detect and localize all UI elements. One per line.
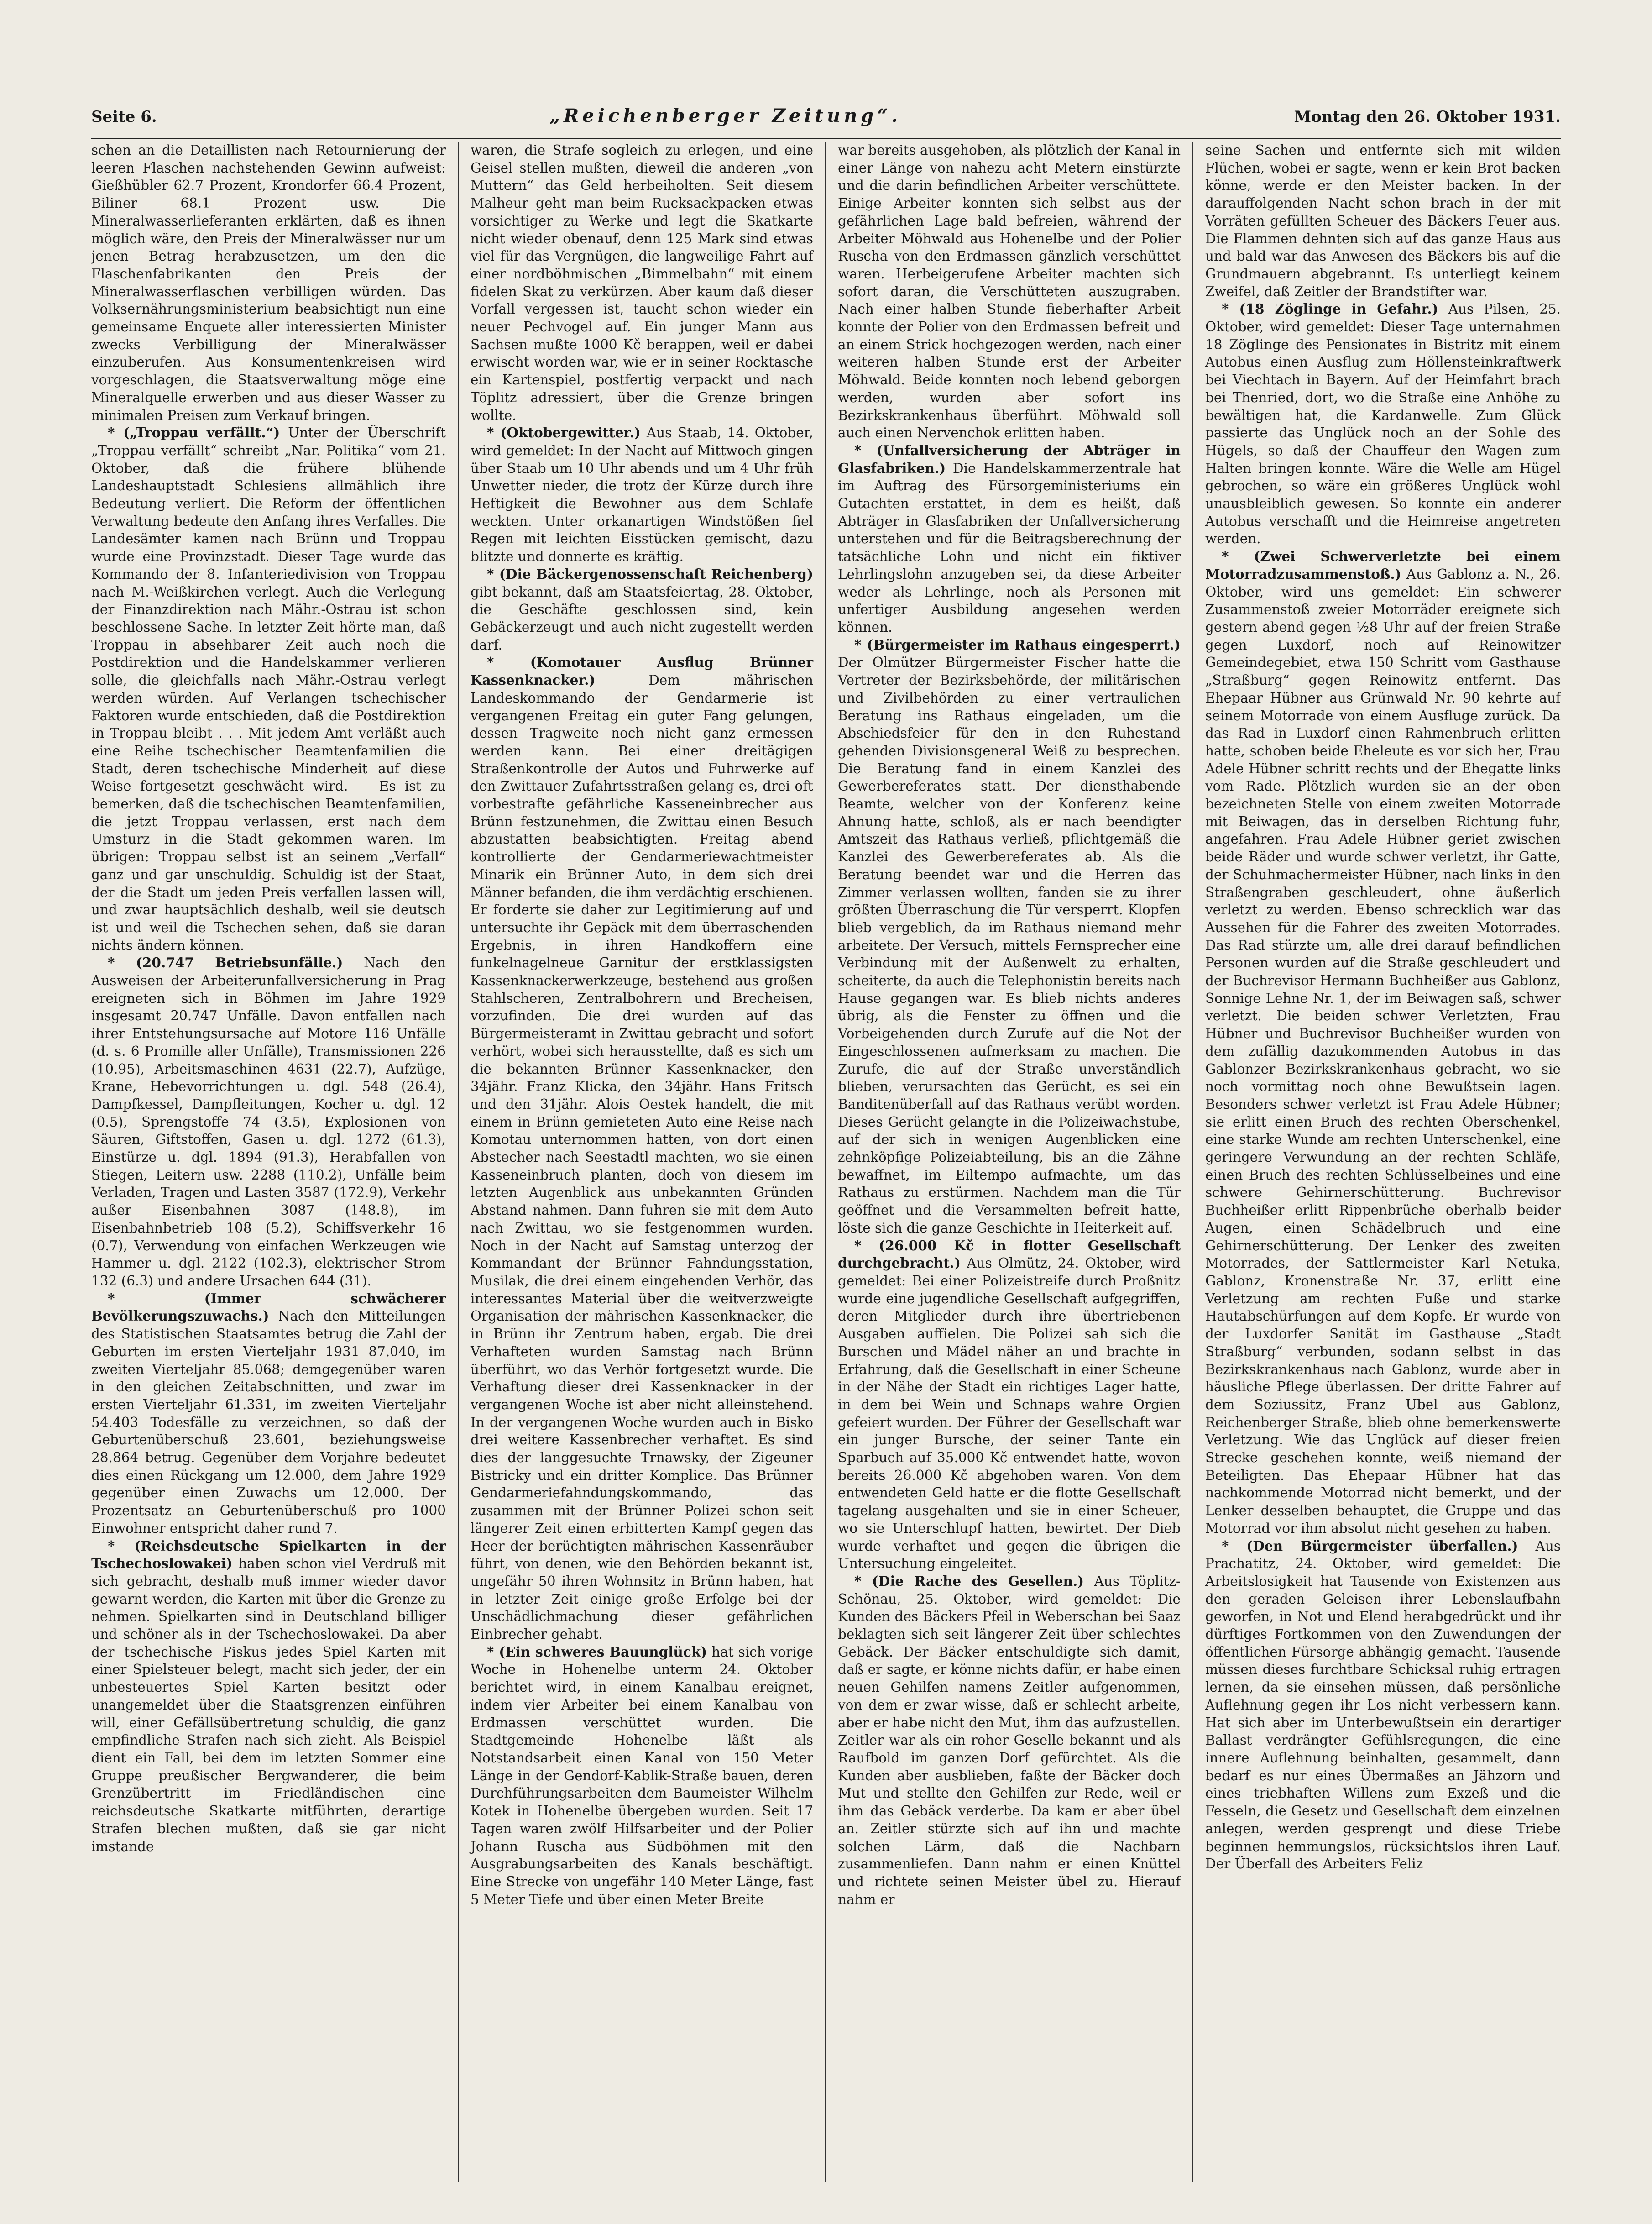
article-paragraph: [91, 142, 446, 424]
column-3: [826, 142, 1193, 2182]
article-paragraph: [838, 636, 1181, 1237]
article-heading: * (18 Zöglinge in Gefahr.): [1222, 301, 1438, 317]
article-text: Aus Prachatitz, 24. Oktober, wird gemeldet: Die Arbeitslosigkeit hat Tausende von Existenzen aus den geraden Geleisen ihrer Lebenslaufbahn geworfen, in Not und Elend herabgedrückt und ihr dürftiges Fortkommen von den Zuwendungen der öffentlichen Fürsorge abhängig gemacht. Tausende müssen dieses furchtbare Schicksal ruhig ertragen lernen, da sie einsehen müssen, daß persönliche Auflehnung gegen ihr Los nicht verbessern kann. Hat sich aber im Unterbewußtsein ein derartiger Ballast verdrängter Gefühlsregungen, die eine innere Auflehnung beinhalten, gesammelt, dann bedarf es nur eines Übermaßes an Jähzorn und eines triebhaften Willens zum Exzeß und die Fesseln, die Gesetz und Gesellschaft dem einzelnen anlegen, werden gesprengt und diese Triebe beginnen hemmungslos, rücksichtslos ihren Lauf. Der Überfall des Arbeiters Feliz: [1205, 1538, 1561, 1872]
article-paragraph: [1205, 1537, 1561, 1873]
article-paragraph: [471, 654, 813, 1643]
article-text: war bereits ausgehoben, als plötzlich der Kanal in einer Länge von nahezu acht Metern einstürzte und die darin befindlichen Arbeiter verschüttete. Einige Arbeiter konnten sich selbst aus der gefährlichen Lage bald befreien, während der Arbeiter Möhwald aus Hohenelbe und der Polier Ruscha von den Erdmassen gänzlich verschüttet waren. Herbeigerufene Arbeiter machten sich sofort daran, die Verschütteten auszugraben. Nach einer halben Stunde fieberhafter Arbeit konnte der Polier von den Erdmassen befreit und an einem Strick hochgezogen werden, nach einer weiteren halben Stunde erst der Arbeiter Möhwald. Beide konnten noch lebend geborgen werden, wurden aber sofort ins Bezirkskrankenhaus überführt. Möhwald soll auch einen Nervenchok erlitten haben.: [838, 142, 1181, 441]
article-heading: * (Reichsdeutsche Spielkarten in der Tschechoslowakei): [91, 1537, 446, 1572]
article-text: Unter der Überschrift „Troppau verfällt“ schreibt „Nar. Politika“ vom 21. Oktober, daß die frühere blühende Landeshauptstadt Schlesiens allmählich ihre Bedeutung verliert. Die Reform der öffentlichen Verwaltung bedeute den Anfang ihres Verfalles. Die Landesämter kamen nach Brünn und Troppau wurde eine Provinzstadt. Dieser Tage wurde das Kommando der 8. Infanteriedivision von Troppau nach M.-Weißkirchen verlegt. Auch die Verlegung der Finanzdirektion nach Mähr.-Ostrau ist schon beschlossene Sache. In letzter Zeit hörte man, daß Troppau in absehbarer Zeit auch noch die Postdirektion und die Handelskammer verlieren solle, die gleichfalls nach Mähr.-Ostrau verlegt werden würden. Auf Verlangen tschechischer Faktoren wurde entschieden, daß die Postdirektion in Troppau bleibt . . . Mit jedem Amt verläßt auch eine Reihe tschechischer Beamtenfamilien die Stadt, deren tschechische Minderheit auf diese Weise fortgesetzt geschwächt wird. — Es ist zu bemerken, daß die tschechischen Beamtenfamilien, die jetzt Troppau verlassen, erst nach dem Umsturz in die Stadt gekommen waren. Im übrigen: Troppau selbst ist an seinem „Verfall“ ganz und gar unschuldig. Schuldig ist der Staat, der die Stadt um jeden Preis verfallen lassen will, und zwar hauptsächlich deshalb, weil sie deutsch ist und weil die Tschechen sehen, daß sie daran nichts ändern können.: [91, 425, 446, 953]
article-paragraph: [471, 566, 813, 654]
article-heading: * (Ein schweres Bauunglück): [487, 1643, 707, 1660]
article-heading: * (Unfallversicherung der Abträger in Glasfabriken.): [838, 442, 1181, 476]
column-1: [91, 142, 459, 2182]
article-text: Aus Töplitz-Schönau, 25. Oktober, wird gemeldet: Die Kunden des Bäckers Pfeil in Weberschan bei Saaz beklagten sich seit längerer Zeit über schlechtes Gebäck. Der Bäcker entschuldigte sich damit, daß er sagte, er könne nichts dafür, er habe einen neuen Gehilfen namens Zeitler aufgenommen, von dem er zwar wisse, daß er schlecht arbeite, aber er habe nicht den Mut, ihm das aufzustellen. Zeitler war als ein roher Geselle bekannt und als Raufbold im ganzen Dorf gefürchtet. Als die Kunden aber ausblieben, faßte der Bäcker doch Mut und stellte den Gehilfen zur Rede, weil er ihm das Gebäck verderbe. Da kam er aber übel an. Zeitler stürzte sich auf ihn und machte solchen Lärm, daß die Nachbarn zusammenliefen. Dann nahm er einen Knüttel und richtete seinen Meister übel zu. Hierauf nahm er: [838, 1573, 1181, 1907]
article-text: Aus Staab, 14. Oktober, wird gemeldet: In der Nacht auf Mittwoch gingen über Staab um 10 Uhr abends und um 4 Uhr früh Unwetter nieder, die trotz der Kürze durch ihre Heftigkeit die Bewohner aus dem Schlafe weckten. Unter orkanartigen Windstößen fiel Regen mit leichten Eisstücken gemischt, dazu blitzte und donnerte es kräftig.: [471, 425, 813, 565]
article-paragraph: [91, 424, 446, 954]
article-text: gibt bekannt, daß am Staatsfeiertag, 28. Oktober, die Geschäfte geschlossen sind, kein Gebäckerzeugt und auch nicht zugestellt werden darf.: [471, 584, 813, 653]
article-paragraph: [91, 954, 446, 1290]
article-text: Aus Pilsen, 25. Oktober, wird gemeldet: Dieser Tage unternahmen 18 Zöglinge des Pensionates in Bistritz mit einem Autobus einen Ausflug zum Höllensteinkraftwerk bei Viechtach in Bayern. Auf der Heimfahrt brach bei Thenried, dort, wo die Straße eine Anhöhe zu bewältigen hat, die Kardanwelle. Zum Glück passierte das Unglück noch an der Sohle des Hügels, so daß der Chauffeur den Wagen zum Halten bringen konnte. Wäre die Welle am Hügel gebrochen, so wäre ein größeres Unglück wohl unausbleiblich gewesen. So konnte ein anderer Autobus verschafft und die Heimreise angetreten werden.: [1205, 301, 1561, 547]
article-heading: * (Bürgermeister im Rathaus eingesperrt.): [854, 636, 1181, 653]
article-heading: * (Zwei Schwerverletzte bei einem Motorradzusammenstoß.): [1205, 548, 1561, 582]
page-number: Seite 6.: [91, 108, 157, 126]
newspaper-page: [91, 105, 1561, 2187]
article-paragraph: [838, 442, 1181, 636]
issue-date: Montag den 26. Oktober 1931.: [1294, 108, 1561, 126]
article-text: haben schon viel Verdruß mit sich gebracht, deshalb muß immer wieder davor gewarnt werden, die Karten mit über die Grenze zu nehmen. Spielkarten sind in Deutschland billiger und schöner als in der Tschechoslowakei. Da aber der tschechische Fiskus jedes Spiel Karten mit einer Spielsteuer belegt, macht sich jeder, der ein unbesteuertes Spiel Karten besitzt oder unangemeldet über die Staatsgrenzen einführen will, einer Gefällsübertretung schuldig, die ganz empfindliche Strafen nach sich zieht. Als Beispiel dient ein Fall, bei dem im letzten Sommer eine Gruppe preußischer Bergwanderer, die beim Grenzübertritt im Friedländischen eine reichsdeutsche Skatkarte mitführten, derartige Strafen blechen mußten, daß sie gar nicht imstande: [91, 1556, 446, 1854]
article-text: Die Handelskammerzentrale hat im Auftrag des Fürsorgeministeriums ein Gutachten erstattet, in dem es heißt, daß Abträger in Glasfabriken der Unfallversicherung unterstehen und für die Beitragsberechnung der tatsächliche Lohn und nicht ein fiktiver Lehrlingslohn anzugeben sei, da diese Arbeiter weder als Lehrlinge, noch als Personen mit unfertiger Ausbildung angesehen werden können.: [838, 460, 1181, 635]
article-text: hat sich vorige Woche in Hohenelbe unterm 24. Oktober berichtet wird, in einem Kanalbau ereignet, indem vier Arbeiter bei einem Kanalbau von Erdmassen verschüttet wurden. Die Stadtgemeinde Hohenelbe läßt als Notstandsarbeit einen Kanal von 150 Meter Länge in der Gendorf-Kablik-Straße bauen, deren Durchführungsarbeiten dem Baumeister Wilhelm Kotek in Hohenelbe übergeben wurden. Seit 17 Tagen waren zwölf Hilfsarbeiter und der Polier Johann Ruscha aus Südböhmen mit den Ausgrabungsarbeiten des Kanals beschäftigt. Eine Strecke von ungefähr 140 Meter Länge, fast 5 Meter Tiefe und über einen Meter Breite: [471, 1644, 813, 1907]
article-heading: * (26.000 Kč in flotter Gesellschaft durchgebracht.): [838, 1237, 1181, 1271]
article-text: waren, die Strafe sogleich zu erlegen, und eine Geisel stellen mußten, dieweil die anderen „von Muttern“ das Geld herbeiholten. Seit diesem Malheur geht man beim Rucksackpacken etwas vorsichtiger zu Werke und legt die Skatkarte nicht wieder obenauf, denn 125 Mark sind etwas viel für das Vergnügen, die langweilige Fahrt auf einer nordböhmischen „Bimmelbahn“ mit einem fidelen Skat zu verkürzen. Aber kaum daß dieser Vorfall vergessen ist, taucht schon wieder ein neuer Pechvogel auf. Ein junger Mann aus Sachsen mußte 1000 Kč berappen, weil er dabei erwischt worden war, wie er in seiner Rocktasche ein Kartenspiel, postfertig verpackt und nach Töplitz adressiert, über die Grenze bringen wollte.: [471, 142, 813, 423]
article-text: Aus Gablonz a. N., 26. Oktober, wird uns gemeldet: Ein schwerer Zusammenstoß zweier Motorräder ereignete sich gestern abend gegen ½8 Uhr auf der freien Straße gegen Luxdorf, noch auf Reinowitzer Gemeindegebiet, etwa 150 Schritt vom Gasthause „Straßburg“ gegen Reinowitz entfernt. Das Ehepaar Hübner aus Grünwald Nr. 90 kehrte auf seinem Motorrade von einem Ausfluge zurück. Da das Rad in Luxdorf einen Rahmenbruch erlitten hatte, schoben beide Eheleute es vor sich her, Frau Adele Hübner schritt rechts und der Ehegatte links vom Rade. Plötzlich wurden sie an der oben bezeichneten Stelle von einem zweiten Motorrade mit Beiwagen, das in derselben Richtung fuhr, angefahren. Frau Adele Hübner geriet zwischen beide Räder und wurde schwer verletzt, ihr Gatte, der Schuhmachermeister Hübner, nach links in den Straßengraben geschleudert, ohne äußerlich verletzt zu werden. Ebenso schrecklich war das Aussehen für die Fahrer des zweiten Motorrades. Das Rad stürzte um, alle drei darauf befindlichen Personen wurden auf die Straße geschleudert und der Buchrevisor Hermann Buchheißer aus Gablonz, Sonnige Lehne Nr. 1, der im Beiwagen saß, schwer verletzt. Die beiden schwer Verletzten, Frau Hübner und Buchrevisor Buchheißer wurden von dem zufällig dazukommenden Autobus in das Gablonzer Bezirkskrankenhaus gebracht, wo sie noch vormittag noch ohne Bewußtsein lagen. Besonders schwer verletzt ist Frau Adele Hübner; sie erlitt einen Bruch des rechten Oberschenkel, eine starke Wunde am rechten Unterschenkel, eine geringere Verwundung an der rechten Schläfe, einen Bruch des rechten Schlüsselbeines und eine schwere Gehirnerschütterung. Buchrevisor Buchheißer erlitt Rippenbrüche oberhalb beider Augen, einen Schädelbruch und eine Gehirnerschütterung. Der Lenker des zweiten Motorrades, der Sattlermeister Karl Netuka, Gablonz, Kronenstraße Nr. 37, erlitt eine Verletzung am rechten Fuße und starke Hautabschürfungen auf dem Kopfe. Er wurde von der Luxdorfer Sanität im Gasthause „Stadt Straßburg“ verbunden, sodann selbst in das Bezirkskrankenhaus nach Gablonz, wurde aber in häusliche Pflege überlassen. Der dritte Fahrer auf dem Soziussitz, Franz Ubel aus Gablonz, Reichenberger Straße, blieb ohne bemerkenswerte Verletzung. Wie das Unglück auf dieser freien Strecke geschehen konnte, weiß niemand der Beteiligten. Das Ehepaar Hübner hat das nachkommende Motorrad nicht bemerkt, und der Lenker desselben behauptet, die Gruppe und das Motorrad vor ihm absolut nicht gesehen zu haben.: [1205, 566, 1561, 1536]
article-columns: [91, 142, 1561, 2182]
article-heading: * (20.747 Betriebsunfälle.): [108, 955, 343, 971]
article-paragraph: [471, 424, 813, 566]
article-heading: * (Den Bürgermeister überfallen.): [1222, 1537, 1518, 1554]
article-paragraph: [91, 1290, 446, 1537]
article-heading: * („Troppau verfällt.“): [108, 425, 280, 441]
article-paragraph: [471, 1643, 813, 1909]
article-paragraph: [1205, 142, 1561, 300]
article-heading: * (Die Rache des Gesellen.): [854, 1573, 1084, 1589]
article-paragraph: [838, 1573, 1181, 1908]
article-text: Nach den Mitteilungen des Statistischen Staatsamtes betrug die Zahl der Geburten im ersten Vierteljahr 1931 87.040, im zweiten Vierteljahr 85.068; demgegenüber waren in den gleichen Zeitabschnitten, und zwar im ersten Vierteljahr 61.331, im zweiten Vierteljahr 54.403 Todesfälle zu verzeichnen, so daß der Geburtenüberschuß 23.601, beziehungsweise 28.864 betrug. Gegenüber dem Vorjahre bedeutet dies einen Rückgang um 12.000, dem Jahre 1929 gegenüber einen Zuwachs um 12.000. Der Prozentsatz an Geburtenüberschuß pro 1000 Einwohner entspricht daher rund 7.: [91, 1308, 446, 1536]
article-text: Aus Olmütz, 24. Oktober, wird gemeldet: Bei einer Polizeistreife durch Proßnitz wurde eine jugendliche Gesellschaft aufgegriffen, deren Mitglieder durch ihre übertriebenen Ausgaben auffielen. Die Polizei sah sich die Burschen und Mädel näher an und brachte in Erfahrung, daß die Gesellschaft in einer Scheune in der Nähe der Stadt ein richtiges Lager hatte, in dem bei Wein und Schnaps wahre Orgien gefeiert wurden. Der Führer der Gesellschaft war ein junger Bursche, der seiner Tante ein Sparbuch auf 35.000 Kč entwendet hatte, wovon bereits 26.000 Kč abgehoben waren. Von dem entwendeten Geld hatte er die flotte Gesellschaft tagelang ausgehalten und sie in einer Scheuer, wo sie Unterschlupf hatten, bewirtet. Der Dieb wurde verhaftet und gegen die übrigen die Untersuchung eingeleitet.: [838, 1255, 1181, 1572]
article-heading: * (Immer schwächerer Bevölkerungszuwachs.): [91, 1290, 446, 1324]
article-text: Der Olmützer Bürgermeister Fischer hatte die Vertreter der Bezirksbehörde, der militärischen und Zivilbehörden zu einer vertraulichen Beratung ins Rathaus eingeladen, um die Abschiedsfeier für den in den Ruhestand gehenden Divisionsgeneral Weiß zu besprechen. Die Beratung fand in einem Kanzlei des Gewerbereferates statt. Der diensthabende Beamte, welcher von der Konferenz keine Ahnung hatte, schloß, als er nach beendigter Amtszeit das Rathaus verließ, pflichtgemäß die Kanzlei des Gewerbereferates ab. Als die Beratung beendet war und die Herren das Zimmer verlassen wollten, fanden sie zu ihrer größten Überraschung die Tür versperrt. Klopfen blieb vergeblich, da im Rathaus niemand mehr arbeitete. Der Versuch, mittels Fernsprecher eine Verbindung mit der Außenwelt zu erhalten, scheiterte, da auch die Telephonistin bereits nach Hause gegangen war. Es blieb nichts anderes übrig, als die Fenster zu öffnen und die Vorbeigehenden durch Zurufe auf die Not der Eingeschlossenen aufmerksam zu machen. Die Zurufe, die auf der Straße unverständlich blieben, verursachten das Gerücht, es sei ein Banditenüberfall auf das Rathaus verübt worden. Dieses Gerücht gelangte in die Polizeiwachstube, auf der sich in wenigen Augenblicken eine zehnköpfige Polizeiabteilung, bis an die Zähne bewaffnet, im Eiltempo aufmachte, um das Rathaus zu erstürmen. Nachdem man die Tür geöffnet und die Versammelten befreit hatte, löste sich die ganze Geschichte in Heiterkeit auf.: [838, 655, 1181, 1236]
column-4: [1193, 142, 1561, 2182]
article-paragraph: [471, 142, 813, 424]
column-2: [459, 142, 826, 2182]
article-paragraph: [1205, 548, 1561, 1537]
article-text: Dem mährischen Landeskommando der Gendarmerie ist vergangenen Freitag ein guter Fang gelungen, dessen Tragweite noch nicht ganz ermessen werden kann. Bei einer dreitägigen Straßenkontrolle der Autos und Fuhrwerke auf den Zwittauer Zufahrtsstraßen gelang es, drei oft vorbestrafte gefährliche Kasseneinbrecher aus Brünn festzunehmen, die Zwittau einen Besuch abzustatten beabsichtigten. Freitag abend kontrollierte der Gendarmeriewachtmeister Minarik ein Brünner Auto, in dem sich drei Männer befanden, die ihm verdächtig erschienen. Er forderte sie daher zur Legitimierung auf und untersuchte ihr Gepäck mit dem überraschenden Ergebnis, in ihren Handkoffern eine funkelnagelneue Garnitur der erstklassigsten Kassenknackerwerkzeuge, bestehend aus großen Stahlscheren, Zentralbohrern und Brecheisen, vorzufinden. Die drei wurden auf das Bürgermeisteramt in Zwittau gebracht und sofort verhört, wobei sich herausstellte, daß es sich um die bekannten Brünner Kassenknacker, den 34jähr. Franz Klicka, den 34jähr. Hans Fritsch und den 31jähr. Alois Oestek handelt, die mit einem in Brünn gemieteten Auto eine Reise nach Komotau unternommen hatten, von dort einen Abstecher nach Seestadtl machten, wo sie einen Kasseneinbruch planten, doch von diesem im letzten Augenblick aus unbekannten Gründen Abstand nahmen. Dann fuhren sie mit dem Auto nach Zwittau, wo sie festgenommen wurden. Noch in der Nacht auf Samstag unterzog der Kommandant der Brünner Fahndungsstation, Musilak, die drei einem eingehenden Verhör, das interessantes Material über die weitverzweigte Organisation der mährischen Kassenknacker, die in Brünn ihr Zentrum haben, ergab. Die drei Verhafteten wurden Samstag nach Brünn überführt, wo das Verhör fortgesetzt wurde. Die Verhaftung dieser drei Kassenknacker in der vergangenen Woche ist aber nicht alleinstehend. In der vergangenen Woche wurden auch in Bisko drei weitere Kassenbrecher verhaftet. Es sind dies der langgesuchte Trnawsky, der Zigeuner Bistricky und ein dritter Komplice. Das Brünner Gendarmeriefahndungskommando, das zusammen mit der Brünner Polizei schon seit längerer Zeit einen erbitterten Kampf gegen das Heer der berüchtigten mährischen Kassenräuber führt, von denen, wie den Behörden bekannt ist, ungefähr 50 ihren Wohnsitz in Brünn haben, hat in letzter Zeit einige große Erfolge bei der Unschädlichmachung dieser gefährlichen Einbrecher gehabt.: [471, 672, 813, 1642]
article-text: Nach den Ausweisen der Arbeiterunfallversicherung in Prag ereigneten sich in Böhmen im Jahre 1929 insgesamt 20.747 Unfälle. Davon entfallen nach ihrer Entstehungsursache auf Motore 116 Unfälle (d. s. 6 Promille aller Unfälle), Transmissionen 226 (10.95), Arbeitsmaschinen 4631 (22.7), Aufzüge, Krane, Hebevorrichtungen u. dgl. 548 (26.4), Dampfkessel, Dampfleitungen, Kocher u. dgl. 12 (0.5), Sprengstoffe 74 (3.5), Explosionen von Säuren, Giftstoffen, Gasen u. dgl. 1272 (61.3), Einstürze u. dgl. 1894 (91.3), Herabfallen von Stiegen, Leitern usw. 2288 (110.2), Unfälle beim Verladen, Tragen und Lasten 3587 (172.9), Verkehr außer Eisenbahnen 3087 (148.8), im Eisenbahnbetrieb 108 (5.2), Schiffsverkehr 16 (0.7), Verwendung von einfachen Werkzeugen wie Hammer u. dgl. 2122 (102.3), elektrischer Strom 132 (6.3) und andere Ursachen 644 (31).: [91, 955, 446, 1289]
article-paragraph: [1205, 300, 1561, 548]
article-paragraph: [838, 142, 1181, 442]
article-text: schen an die Detaillisten nach Retournierung der leeren Flaschen nachstehenden Gewinn aufweist: Gießhübler 62.7 Prozent, Krondorfer 66.4 Prozent, Biliner 68.1 Prozent usw. Die Mineralwasserlieferanten erklärten, daß es ihnen möglich wäre, den Preis der Mineralwässer nur um jenen Betrag herabzusetzen, um den die Flaschenfabrikanten den Preis der Mineralwasserflaschen verbilligen würden. Das Volksernährungsministerium beabsichtigt nun eine gemeinsame Enquete aller interessierten Minister zwecks Verbilligung der Mineralwässer einzuberufen. Aus Konsumentenkreisen wird vorgeschlagen, die Staatsverwaltung möge eine Mineralquelle erwerben und aus dieser Wasser zu minimalen Preisen zum Verkauf bringen.: [91, 142, 446, 423]
newspaper-title: „Reichenberger Zeitung“.: [549, 105, 902, 126]
article-paragraph: [838, 1237, 1181, 1573]
article-paragraph: [91, 1537, 446, 1856]
article-heading: * (Oktobergewitter.): [487, 425, 641, 441]
article-heading: * (Die Bäckergenossenschaft Reichenberg): [487, 566, 813, 582]
masthead: [91, 105, 1561, 139]
article-heading: * (Komotauer Ausflug Brünner Kassenknacker.): [471, 654, 813, 688]
article-text: seine Sachen und entfernte sich mit wilden Flüchen, wobei er sagte, wenn er kein Brot backen könne, werde er den Meister backen. In der darauffolgenden Nacht schon brach in der mit Vorräten gefüllten Scheuer des Bäckers Feuer aus. Die Flammen dehnten sich auf das ganze Haus aus und bald war das Anwesen des Bäckers bis auf die Grundmauern abgebrannt. Es unterliegt keinem Zweifel, daß Zeitler der Brandstifter war.: [1205, 142, 1561, 299]
